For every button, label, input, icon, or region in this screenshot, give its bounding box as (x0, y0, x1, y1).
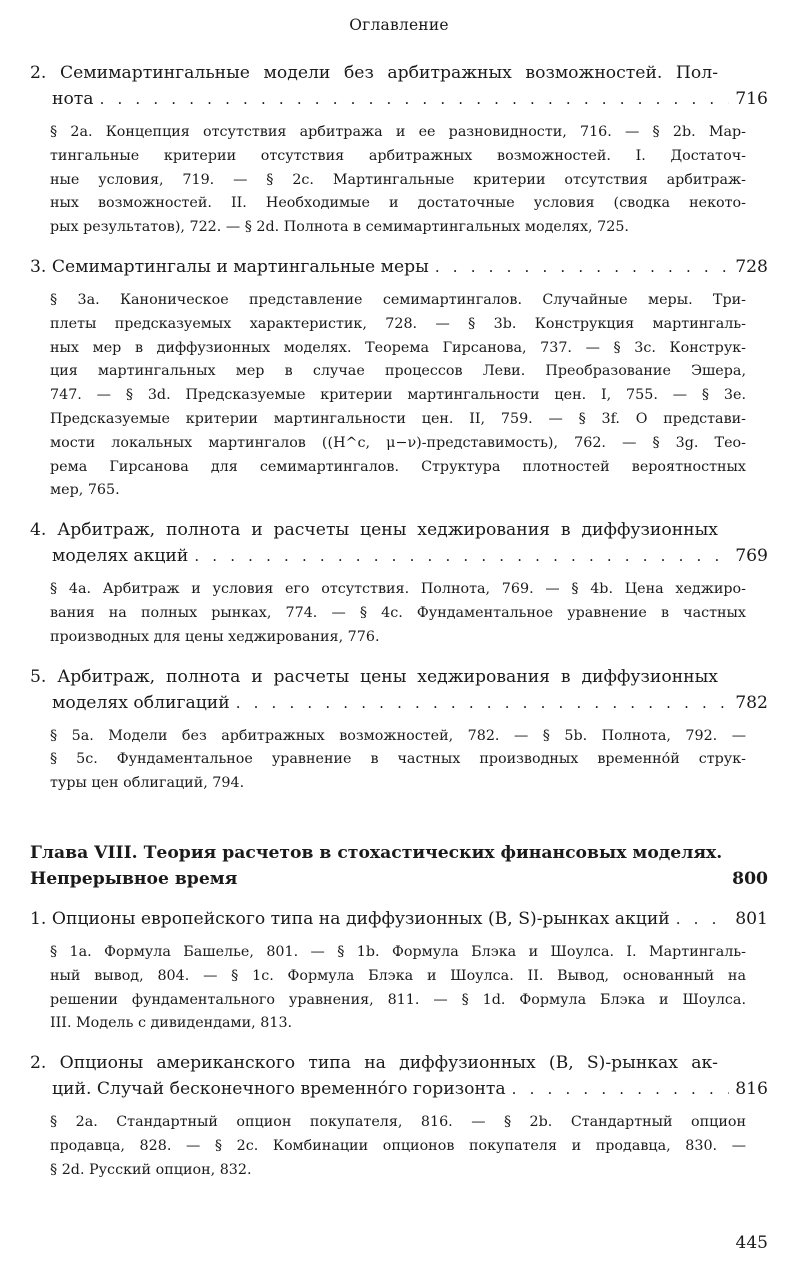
book-page (30, 0, 768, 1270)
section-title-line: 3. Семимартингалы и мартингальные меры (30, 256, 429, 277)
toc-section (30, 254, 768, 503)
chapter-title-line: Глава VIII. Теория расчетов в стохастических финансовых моделях. (30, 842, 723, 863)
dot-leader (435, 254, 729, 280)
dot-leader (512, 1076, 730, 1102)
subsection-line: 747. — § 3d. Предсказуемые критерии мартингальности цен. I, 755. — § 3e. (50, 387, 746, 404)
section-title-line: 5. Арбитраж, полнота и расчеты цены хеджирования в диффузионных (30, 666, 718, 687)
subsection-line: мости локальных мартингалов ((H^c, μ−ν)-представимость), 762. — § 3g. Тео- (50, 434, 746, 451)
page-number: 782 (735, 692, 768, 713)
subsection-line: § 2d. Русский опцион, 832. (50, 1161, 252, 1178)
section-title (30, 254, 768, 280)
subsection-line: туры цен облигаций, 794. (50, 775, 245, 792)
section-title (30, 1050, 768, 1102)
subsection-list (50, 121, 746, 240)
subsection-line: ных мер в диффузионных моделях. Теорема Гирсанова, 737. — § 3c. Конструк- (50, 339, 746, 356)
subsection-line: § 5a. Модели без арбитражных возможностей, 782. — § 5b. Полнота, 792. — (50, 727, 746, 744)
subsection-list (50, 1111, 746, 1182)
chapter-page-number: 800 (732, 868, 768, 889)
subsection-line: III. Модель с дивидендами, 813. (50, 1015, 293, 1032)
subsection-line: § 1a. Формула Башелье, 801. — § 1b. Формула Блэка и Шоулса. I. Мартингаль- (50, 943, 746, 960)
subsection-line: § 2a. Концепция отсутствия арбитража и ее разновидности, 716. — § 2b. Мар- (50, 124, 746, 140)
subsection-line: ные условия, 719. — § 2c. Мартингальные критерии отсутствия арбитраж- (50, 171, 746, 188)
subsection-line: ный вывод, 804. — § 1c. Формула Блэка и Шоулса. II. Вывод, основанный на (50, 967, 746, 984)
subsection-line: решении фундаментального уравнения, 811. — § 1d. Формула Блэка и Шоулса. (50, 991, 746, 1008)
section-title-line: 4. Арбитраж, полнота и расчеты цены хеджирования в диффузионных (30, 520, 718, 541)
section-title-leader (30, 254, 768, 280)
subsection-line: Предсказуемые критерии мартингальности цен. II, 759. — § 3f. О представи- (50, 410, 746, 427)
section-title (30, 517, 768, 569)
subsection-list (50, 941, 746, 1036)
subsection-line: мер, 765. (50, 482, 120, 499)
section-title (30, 664, 768, 716)
section-title-leader (30, 1076, 768, 1102)
subsection-line: рема Гирсанова для семимартингалов. Структура плотностей вероятностных (50, 458, 746, 475)
section-title-line: моделях облигаций (52, 692, 230, 713)
subsection-list (50, 578, 746, 649)
subsection-line: § 2a. Стандартный опцион покупателя, 816. — § 2b. Стандартный опцион (50, 1114, 746, 1131)
subsection-line: ция мартингальных мер в случае процессов Леви. Преобразование Эшера, (50, 363, 746, 380)
subsection-line: продавца, 828. — § 2c. Комбинации опционов покупателя и продавца, 830. — (50, 1137, 746, 1154)
section-title-leader (30, 543, 768, 569)
chapter-title-row (30, 866, 768, 892)
page-number: 801 (735, 908, 768, 929)
dot-leader (194, 543, 729, 569)
toc-content (30, 60, 768, 1197)
page-number: 816 (735, 1079, 768, 1100)
section-title-line: ций. Случай бесконечного временно́го горизонта (52, 1079, 506, 1100)
dot-leader (236, 690, 730, 716)
toc-section (30, 906, 768, 1036)
subsection-line: производных для цены хеджирования, 776. (50, 628, 380, 645)
subsection-line: вания на полных рынках, 774. — § 4c. Фундаментальное уравнение в частных (50, 604, 746, 621)
page-number: 716 (735, 89, 768, 109)
toc-section (30, 60, 768, 240)
toc-section (30, 664, 768, 796)
section-title (30, 60, 768, 112)
page-number: 769 (735, 546, 768, 567)
toc-section (30, 517, 768, 649)
page-number: 728 (735, 256, 768, 277)
page-folio: 445 (735, 1233, 768, 1253)
section-title-leader (30, 690, 768, 716)
running-head: Оглавление (349, 16, 449, 34)
chapter-heading (30, 840, 768, 892)
section-title-line: моделях акций (52, 546, 189, 567)
subsection-line: плеты предсказуемых характеристик, 728. — § 3b. Конструкция мартингаль- (50, 315, 746, 332)
section-title-line: нота (52, 89, 94, 109)
section-title-leader (30, 86, 768, 112)
subsection-line: § 4a. Арбитраж и условия его отсутствия. Полнота, 769. — § 4b. Цена хеджиро- (50, 581, 746, 598)
section-title (30, 906, 768, 932)
section-title-line: 1. Опционы европейского типа на диффузионных (B, S)-рынках акций (30, 908, 670, 929)
dot-leader (676, 906, 729, 932)
toc-section (30, 1050, 768, 1182)
subsection-list (50, 289, 746, 503)
section-title-line: 2. Опционы американского типа на диффузионных (B, S)-рынках ак- (30, 1053, 718, 1074)
subsection-line: ных возможностей. II. Необходимые и достаточные условия (сводка некото- (50, 195, 746, 212)
subsection-line: рых результатов), 722. — § 2d. Полнота в семимартингальных моделях, 725. (50, 219, 629, 236)
subsection-line: тингальные критерии отсутствия арбитражных возможностей. I. Достаточ- (50, 147, 746, 164)
chapter-title-line: Непрерывное время (30, 868, 238, 889)
section-title-line: 2. Семимартингальные модели без арбитражных возможностей. Пол- (30, 63, 718, 83)
section-title-leader (30, 906, 768, 932)
subsection-line: § 5c. Фундаментальное уравнение в частных производных временно́й струк- (50, 751, 746, 768)
subsection-list (50, 725, 746, 796)
dot-leader (100, 86, 730, 112)
subsection-line: § 3a. Каноническое представление семимартингалов. Случайные меры. Три- (50, 291, 746, 308)
